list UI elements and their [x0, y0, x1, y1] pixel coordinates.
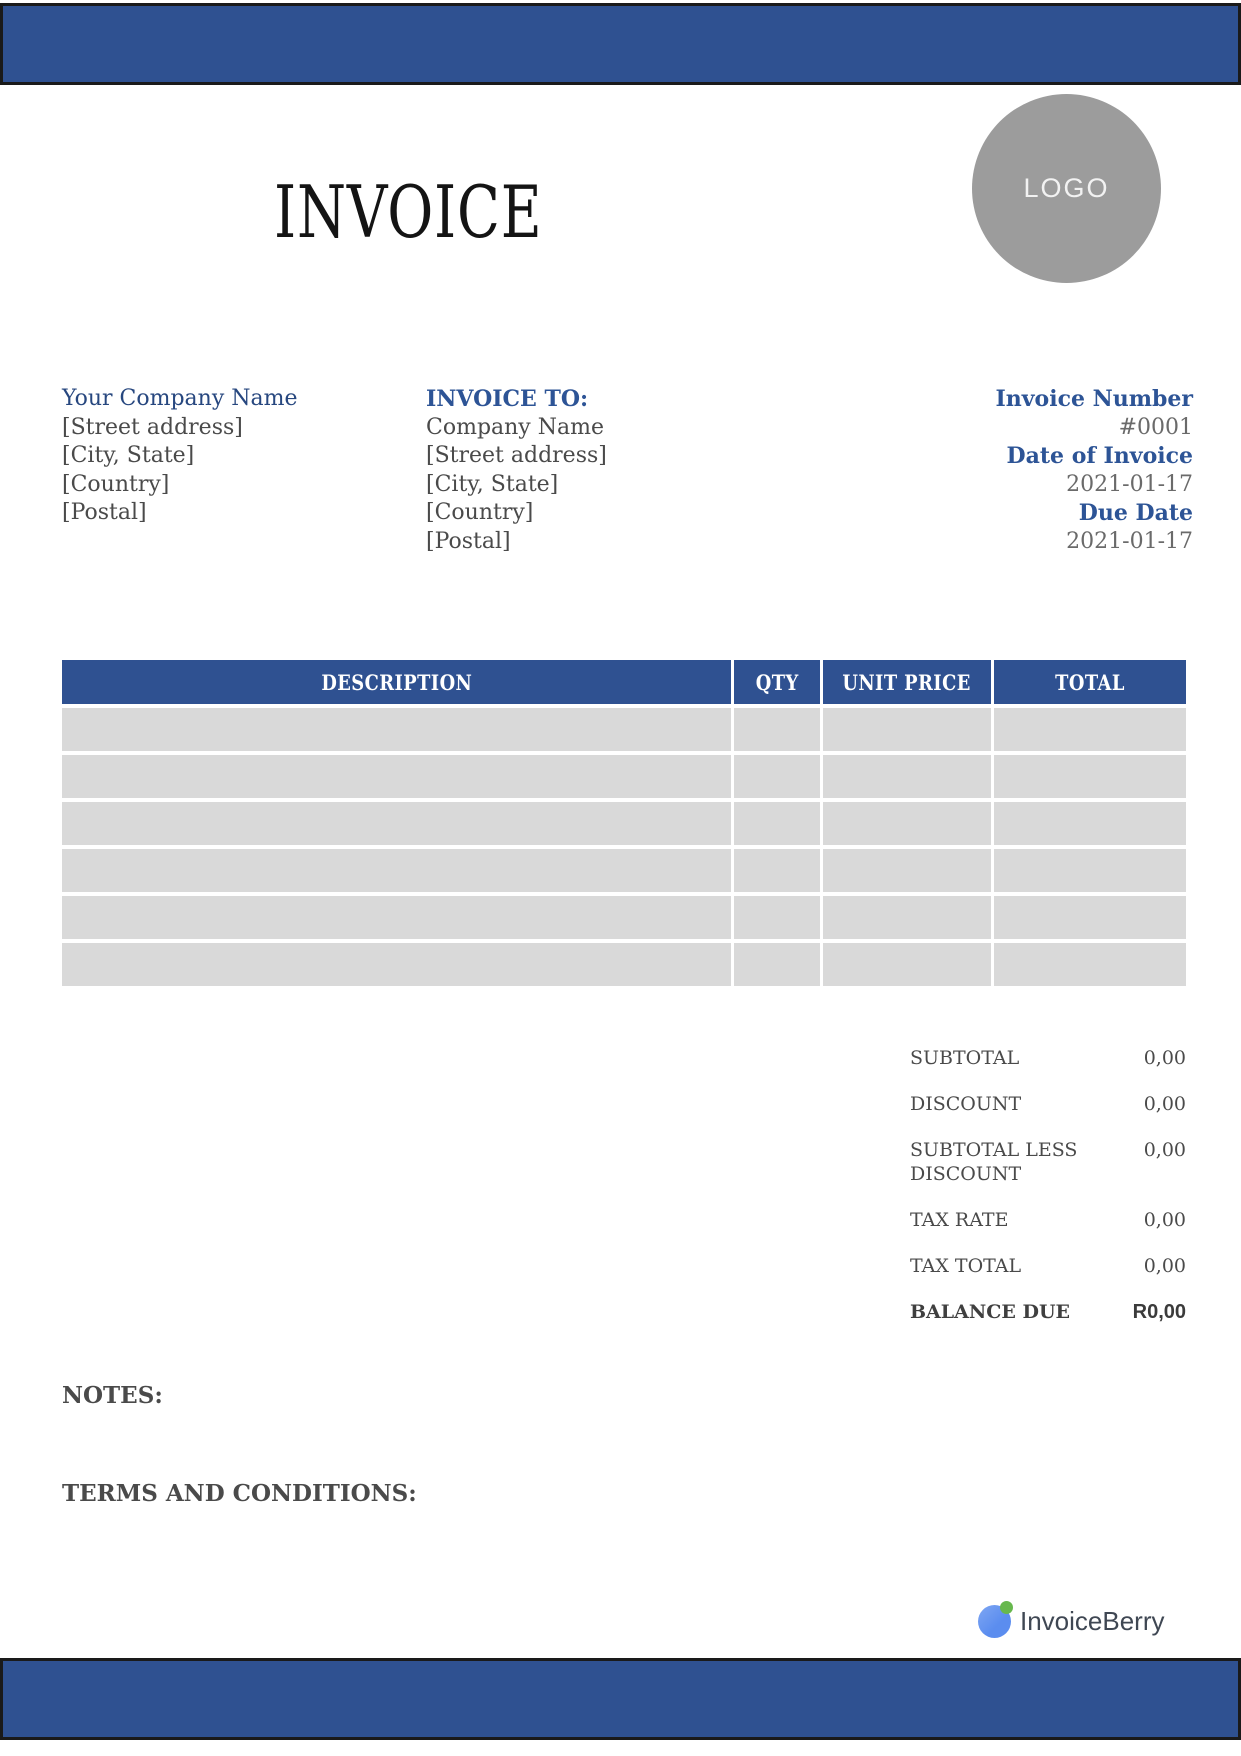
totals-row [910, 1092, 1186, 1116]
totals-label: SUBTOTAL [910, 1047, 1020, 1069]
cell-total [991, 849, 1186, 892]
cell-description [62, 755, 731, 798]
due-date-label: Due Date [1078, 500, 1193, 526]
header-description: DESCRIPTION [321, 669, 472, 695]
cell-total [991, 755, 1186, 798]
cell-qty [731, 755, 820, 798]
cell-total [991, 708, 1186, 751]
invoice-number-value: #0001 [1118, 414, 1193, 440]
cell-unit-price [820, 708, 991, 751]
invoiceberry-logo-icon [978, 1605, 1011, 1638]
company-address [62, 414, 298, 528]
totals-value: 0,00 [1143, 1255, 1186, 1277]
cell-description [62, 708, 731, 751]
header-unit-price: UNIT PRICE [820, 660, 991, 704]
totals-label: DISCOUNT [910, 1093, 1022, 1115]
invoiceberry-brand-text: InvoiceBerry [1020, 1605, 1165, 1636]
invoice-to-heading: INVOICE TO: [426, 386, 589, 412]
invoice-date-value: 2021-01-17 [1066, 471, 1193, 497]
table-row [62, 943, 1186, 986]
footer-brand [978, 1603, 1165, 1639]
company-address-line: [Postal] [62, 500, 147, 525]
table-row [62, 708, 1186, 751]
company-address-line: [City, State] [62, 443, 195, 468]
cell-total [991, 802, 1186, 845]
cell-qty [731, 943, 820, 986]
cell-total [991, 896, 1186, 939]
cell-description [62, 802, 731, 845]
items-table-body [62, 708, 1186, 986]
company-name: Your Company Name [62, 386, 298, 411]
client-address-line: [City, State] [426, 471, 559, 497]
logo-placeholder [972, 94, 1161, 283]
client-address-line: [Country] [426, 500, 534, 525]
header-total: TOTAL [991, 660, 1186, 704]
cell-unit-price [820, 849, 991, 892]
invoice-to-block [426, 385, 607, 556]
leaf-icon [1000, 1601, 1013, 1614]
table-row [62, 896, 1186, 939]
totals-value: 0,00 [1143, 1139, 1186, 1161]
totals-value: R0,00 [1132, 1301, 1186, 1323]
bottom-banner-bar [0, 1658, 1241, 1740]
client-address-line: [Postal] [426, 528, 511, 554]
cell-unit-price [820, 755, 991, 798]
invoice-meta-block [995, 385, 1193, 556]
items-table [62, 660, 1186, 986]
cell-qty [731, 896, 820, 939]
header-qty: QTY [731, 660, 820, 704]
top-banner-bar [0, 3, 1241, 85]
totals-label: SUBTOTAL LESS DISCOUNT [910, 1139, 1078, 1185]
totals-label: BALANCE DUE [910, 1301, 1071, 1323]
totals-block [910, 1046, 1186, 1346]
table-row [62, 755, 1186, 798]
cell-unit-price [820, 802, 991, 845]
cell-description [62, 849, 731, 892]
totals-value: 0,00 [1143, 1047, 1186, 1069]
client-address [426, 442, 607, 556]
totals-label: TAX RATE [910, 1209, 1009, 1231]
totals-value: 0,00 [1143, 1093, 1186, 1115]
table-row [62, 849, 1186, 892]
totals-row [910, 1208, 1186, 1232]
due-date-value: 2021-01-17 [1066, 528, 1193, 554]
notes-heading: NOTES: [62, 1382, 163, 1409]
invoice-date-label: Date of Invoice [1006, 443, 1193, 469]
cell-qty [731, 708, 820, 751]
totals-label: TAX TOTAL [910, 1255, 1022, 1277]
cell-description [62, 943, 731, 986]
client-company-name: Company Name [426, 414, 604, 440]
table-row [62, 802, 1186, 845]
cell-unit-price [820, 943, 991, 986]
cell-qty [731, 802, 820, 845]
client-address-line: [Street address] [426, 443, 607, 468]
invoice-number-label: Invoice Number [995, 386, 1193, 412]
cell-qty [731, 849, 820, 892]
terms-heading: TERMS AND CONDITIONS: [62, 1480, 417, 1507]
totals-row [910, 1300, 1186, 1324]
company-address-line: [Street address] [62, 414, 243, 440]
company-address-line: [Country] [62, 471, 170, 497]
items-table-header-row [62, 660, 1186, 704]
cell-description [62, 896, 731, 939]
cell-total [991, 943, 1186, 986]
page-title: INVOICE [274, 170, 543, 254]
totals-row [910, 1254, 1186, 1278]
cell-unit-price [820, 896, 991, 939]
totals-value: 0,00 [1143, 1209, 1186, 1231]
logo-placeholder-text: LOGO [1023, 173, 1110, 203]
company-block [62, 385, 298, 528]
totals-row [910, 1138, 1186, 1186]
totals-row [910, 1046, 1186, 1070]
